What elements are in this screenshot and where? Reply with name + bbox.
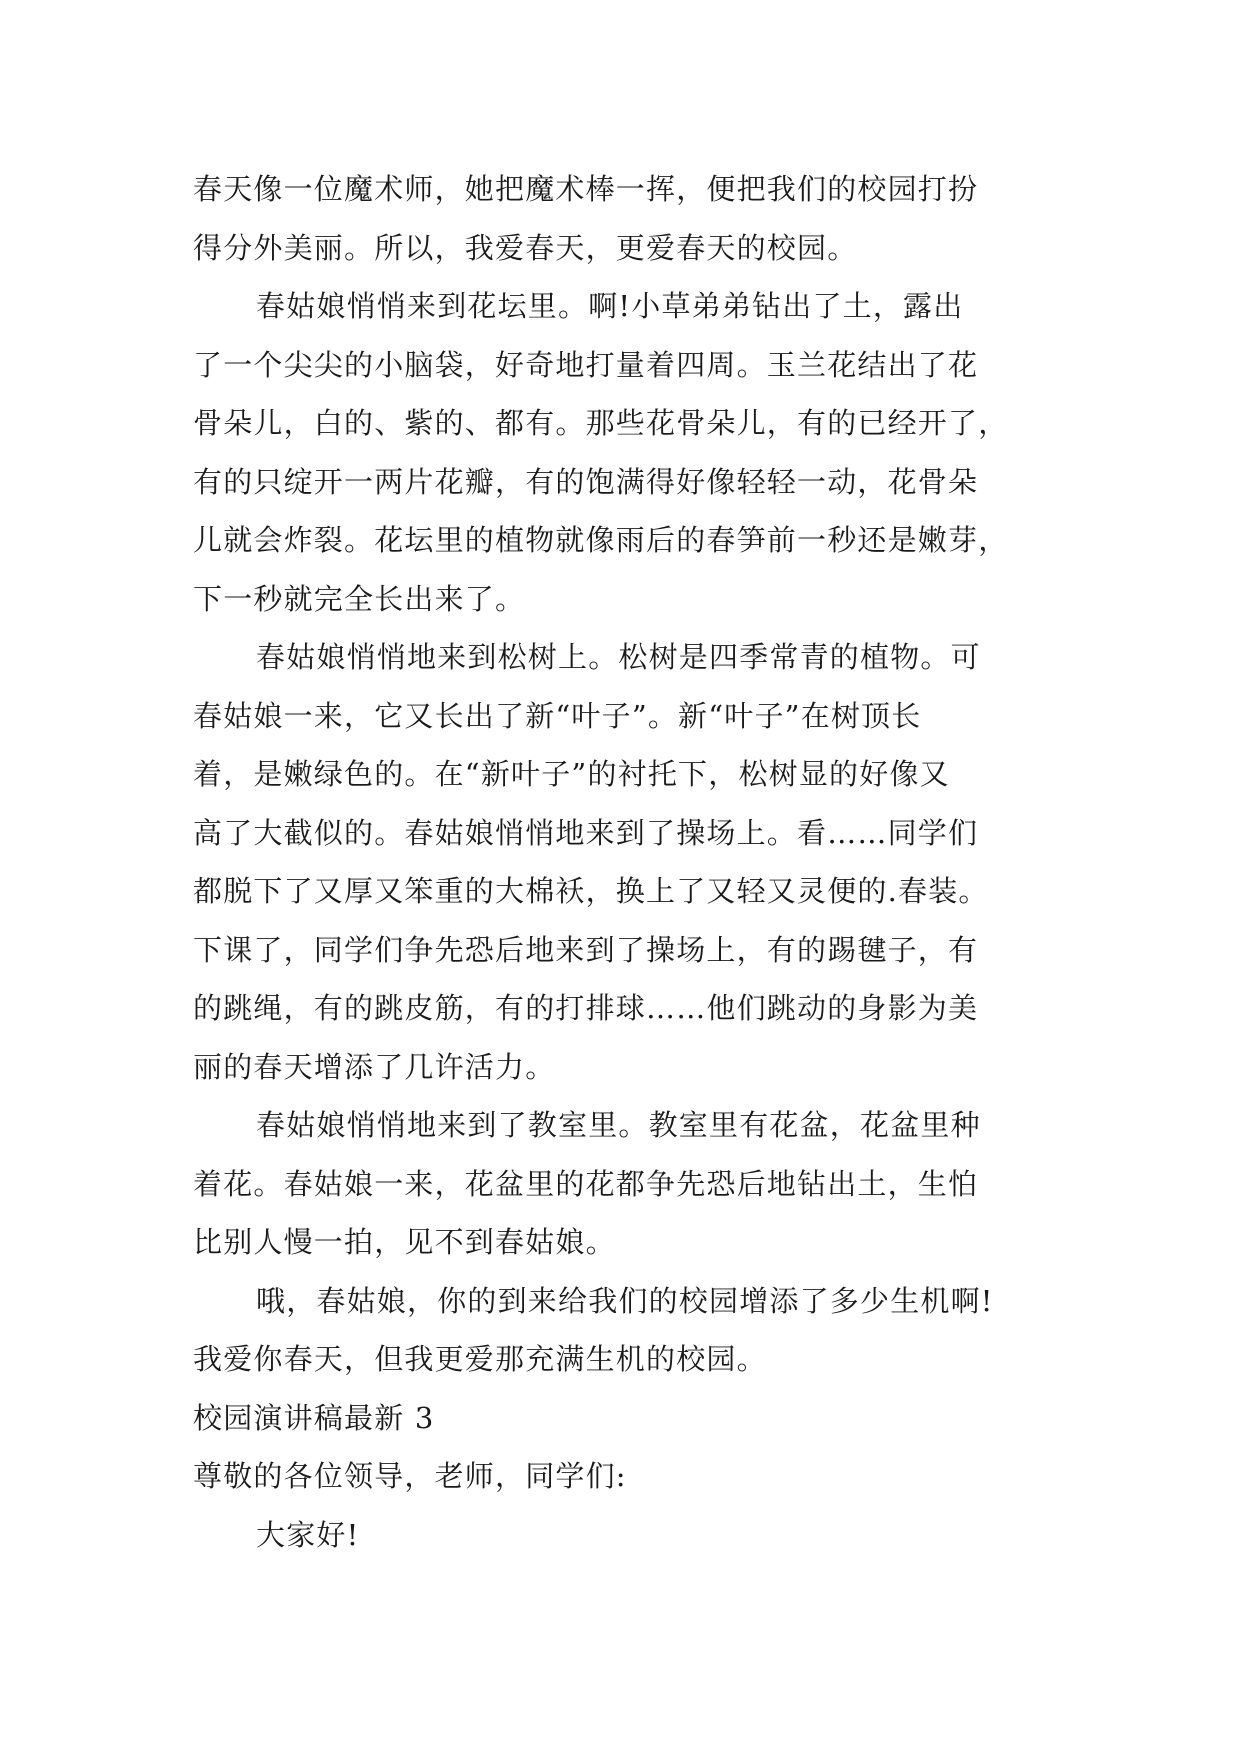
text-line: 春姑娘悄悄地来到了教室里。教室里有花盆，花盆里种 [256,1108,981,1142]
text-line: 尊敬的各位领导，老师，同学们: [193,1459,627,1493]
text-line: 比别人慢一拍，见不到春姑娘。 [193,1225,616,1259]
text-line: 得分外美丽。所以，我爱春天，更爱春天的校园。 [193,230,858,265]
text-line: 骨朵儿，白的、紫的、都有。那些花骨朵儿，有的已经开了， [193,406,1009,440]
text-line: 儿就会炸裂。花坛里的植物就像雨后的春笋前一秒还是嫩芽， [193,523,1009,557]
text-line: 有的只绽开一两片花瓣，有的饱满得好像轻轻一动，花骨朵 [193,464,979,499]
text-line: 大家好! [256,1517,360,1552]
text-line: 我爱你春天，但我更爱那充满生机的校园。 [193,1342,767,1376]
text-line: 哦，春姑娘，你的到来给我们的校园增添了多少生机啊! [256,1283,994,1318]
text-line: 春姑娘一来，它又长出了新“叶子”。新“叶子”在树顶长 [193,698,922,733]
text-line: 下课了，同学们争先恐后地来到了操场上，有的踢毽子，有 [193,932,979,967]
text-line: 下一秒就完全长出来了。 [193,581,526,616]
text-line: 校园演讲稿最新 3 [193,1400,435,1435]
text-line: 着花。春姑娘一来，花盆里的花都争先恐后地钻出土，生怕 [193,1166,979,1201]
text-line: 春天像一位魔术师，她把魔术棒一挥，便把我们的校园打扮 [193,172,979,206]
text-line: 都脱下了又厚又笨重的大棉袄，换上了又轻又灵便的.春装。 [193,874,989,908]
document-body [193,160,1065,1564]
text-line: 的跳绳，有的跳皮筋，有的打排球……他们跳动的身影为美 [193,991,979,1025]
text-line: 了一个尖尖的小脑袋，好奇地打量着四周。玉兰花结出了花 [193,347,979,382]
text-line: 高了大截似的。春姑娘悄悄地来到了操场上。看……同学们 [193,815,979,850]
text-line: 春姑娘悄悄地来到松树上。松树是四季常青的植物。可 [256,640,981,674]
text-line: 丽的春天增添了几许活力。 [193,1049,556,1084]
text-line: 春姑娘悄悄来到花坛里。啊!小草弟弟钻出了土，露出 [256,289,964,323]
text-line: 着，是嫩绿色的。在“新叶子”的衬托下，松树显的好像又 [193,757,950,791]
